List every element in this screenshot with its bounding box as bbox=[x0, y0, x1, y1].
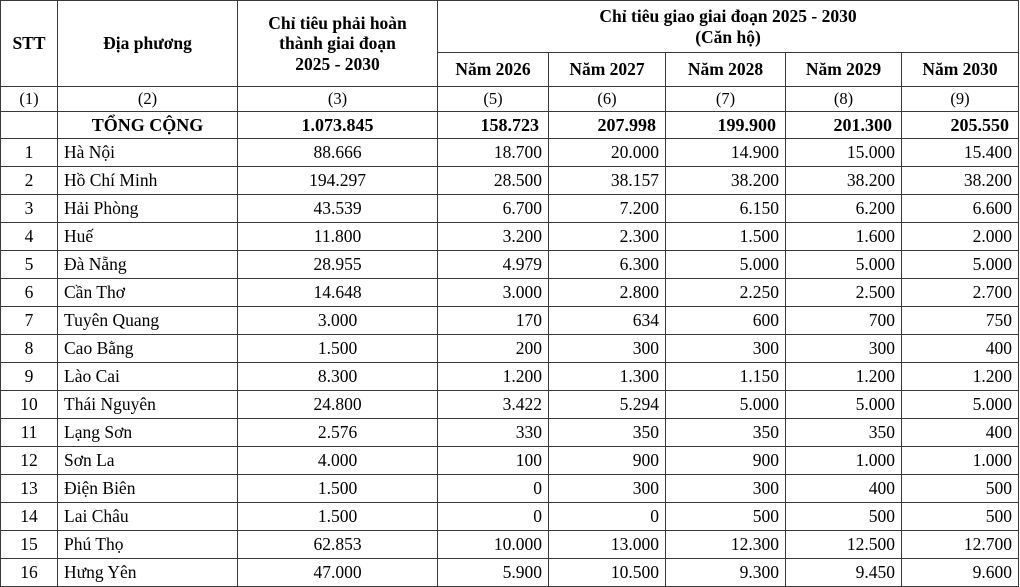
cell-y2030: 5.000 bbox=[902, 251, 1019, 279]
cell-y2027: 300 bbox=[549, 475, 666, 503]
group-header-line-2: (Căn hộ) bbox=[695, 26, 761, 47]
cell-y2026: 18.700 bbox=[438, 139, 549, 167]
table-header bbox=[1, 1, 1019, 87]
column-index-y2030: (9) bbox=[902, 87, 1019, 112]
cell-target: 194.297 bbox=[238, 167, 438, 195]
cell-stt: 1 bbox=[1, 139, 58, 167]
cell-target: 88.666 bbox=[238, 139, 438, 167]
cell-stt: 4 bbox=[1, 223, 58, 251]
table-row bbox=[1, 391, 1019, 419]
cell-y2030: 12.700 bbox=[902, 531, 1019, 559]
cell-y2027: 350 bbox=[549, 419, 666, 447]
cell-stt: 5 bbox=[1, 251, 58, 279]
cell-target: 8.300 bbox=[238, 363, 438, 391]
cell-place: Hải Phòng bbox=[58, 195, 238, 223]
cell-y2026: 330 bbox=[438, 419, 549, 447]
cell-stt: 3 bbox=[1, 195, 58, 223]
cell-y2029: 38.200 bbox=[786, 167, 902, 195]
cell-y2030: 500 bbox=[902, 475, 1019, 503]
column-header-year-2027: Năm 2027 bbox=[549, 53, 666, 87]
cell-y2027: 10.500 bbox=[549, 559, 666, 587]
column-index-row bbox=[1, 87, 1019, 112]
column-index-target: (3) bbox=[238, 87, 438, 112]
cell-y2027: 2.300 bbox=[549, 223, 666, 251]
cell-place: Lai Châu bbox=[58, 503, 238, 531]
cell-place: Huế bbox=[58, 223, 238, 251]
cell-y2026: 3.000 bbox=[438, 279, 549, 307]
cell-y2030: 2.700 bbox=[902, 279, 1019, 307]
column-index-stt: (1) bbox=[1, 87, 58, 112]
cell-y2027: 20.000 bbox=[549, 139, 666, 167]
table-row bbox=[1, 447, 1019, 475]
cell-target: 28.955 bbox=[238, 251, 438, 279]
cell-y2028: 500 bbox=[666, 503, 786, 531]
cell-y2030: 9.600 bbox=[902, 559, 1019, 587]
cell-y2027: 634 bbox=[549, 307, 666, 335]
cell-target: 1.500 bbox=[238, 503, 438, 531]
cell-y2027: 900 bbox=[549, 447, 666, 475]
cell-y2028: 350 bbox=[666, 419, 786, 447]
column-header-year-2026: Năm 2026 bbox=[438, 53, 549, 87]
table-row bbox=[1, 307, 1019, 335]
total-row bbox=[1, 112, 1019, 139]
table-row bbox=[1, 503, 1019, 531]
cell-y2029: 5.000 bbox=[786, 391, 902, 419]
cell-y2030: 500 bbox=[902, 503, 1019, 531]
cell-target: 14.648 bbox=[238, 279, 438, 307]
cell-y2030: 15.400 bbox=[902, 139, 1019, 167]
cell-y2029: 6.200 bbox=[786, 195, 902, 223]
cell-y2027: 6.300 bbox=[549, 251, 666, 279]
cell-y2028: 6.150 bbox=[666, 195, 786, 223]
cell-place: Thái Nguyên bbox=[58, 391, 238, 419]
column-header-year-2029: Năm 2029 bbox=[786, 53, 902, 87]
table-row bbox=[1, 167, 1019, 195]
cell-place: Cần Thơ bbox=[58, 279, 238, 307]
cell-y2029: 12.500 bbox=[786, 531, 902, 559]
cell-y2030: 1.200 bbox=[902, 363, 1019, 391]
cell-y2027: 5.294 bbox=[549, 391, 666, 419]
cell-target: 1.500 bbox=[238, 335, 438, 363]
cell-y2027: 2.800 bbox=[549, 279, 666, 307]
cell-y2026: 6.700 bbox=[438, 195, 549, 223]
cell-y2028: 14.900 bbox=[666, 139, 786, 167]
cell-target: 11.800 bbox=[238, 223, 438, 251]
cell-y2028: 900 bbox=[666, 447, 786, 475]
cell-target: 3.000 bbox=[238, 307, 438, 335]
cell-y2026: 1.200 bbox=[438, 363, 549, 391]
cell-y2029: 400 bbox=[786, 475, 902, 503]
cell-y2026: 200 bbox=[438, 335, 549, 363]
cell-y2027: 300 bbox=[549, 335, 666, 363]
cell-y2028: 5.000 bbox=[666, 251, 786, 279]
column-index-place: (2) bbox=[58, 87, 238, 112]
cell-y2026: 10.000 bbox=[438, 531, 549, 559]
table-row bbox=[1, 531, 1019, 559]
cell-y2030: 5.000 bbox=[902, 391, 1019, 419]
cell-place: Lạng Sơn bbox=[58, 419, 238, 447]
cell-y2026: 3.200 bbox=[438, 223, 549, 251]
cell-place: Hồ Chí Minh bbox=[58, 167, 238, 195]
cell-stt: 11 bbox=[1, 419, 58, 447]
cell-y2027: 13.000 bbox=[549, 531, 666, 559]
table-row bbox=[1, 419, 1019, 447]
total-row-y2027: 207.998 bbox=[549, 112, 666, 139]
cell-stt: 14 bbox=[1, 503, 58, 531]
table-row bbox=[1, 251, 1019, 279]
column-index-y2028: (7) bbox=[666, 87, 786, 112]
cell-y2030: 1.000 bbox=[902, 447, 1019, 475]
cell-stt: 13 bbox=[1, 475, 58, 503]
cell-y2029: 700 bbox=[786, 307, 902, 335]
cell-y2029: 1.200 bbox=[786, 363, 902, 391]
cell-y2030: 400 bbox=[902, 419, 1019, 447]
cell-target: 47.000 bbox=[238, 559, 438, 587]
cell-y2028: 38.200 bbox=[666, 167, 786, 195]
total-row-target: 1.073.845 bbox=[238, 112, 438, 139]
group-header-line-1: Chỉ tiêu giao giai đoạn 2025 - 2030 bbox=[599, 6, 857, 27]
cell-y2026: 5.900 bbox=[438, 559, 549, 587]
cell-y2028: 300 bbox=[666, 335, 786, 363]
cell-stt: 6 bbox=[1, 279, 58, 307]
target-header-line-3: 2025 - 2030 bbox=[295, 53, 380, 74]
cell-target: 24.800 bbox=[238, 391, 438, 419]
cell-stt: 7 bbox=[1, 307, 58, 335]
total-row-y2030: 205.550 bbox=[902, 112, 1019, 139]
cell-y2029: 300 bbox=[786, 335, 902, 363]
cell-y2026: 100 bbox=[438, 447, 549, 475]
total-row-y2029: 201.300 bbox=[786, 112, 902, 139]
cell-stt: 2 bbox=[1, 167, 58, 195]
cell-y2028: 5.000 bbox=[666, 391, 786, 419]
total-row-y2026: 158.723 bbox=[438, 112, 549, 139]
table-row bbox=[1, 363, 1019, 391]
cell-place: Lào Cai bbox=[58, 363, 238, 391]
cell-place: Tuyên Quang bbox=[58, 307, 238, 335]
table-row bbox=[1, 559, 1019, 587]
column-header-year-2030: Năm 2030 bbox=[902, 53, 1019, 87]
cell-place: Hưng Yên bbox=[58, 559, 238, 587]
cell-y2029: 1.000 bbox=[786, 447, 902, 475]
cell-y2027: 0 bbox=[549, 503, 666, 531]
cell-stt: 12 bbox=[1, 447, 58, 475]
column-index-y2029: (8) bbox=[786, 87, 902, 112]
cell-stt: 8 bbox=[1, 335, 58, 363]
column-header-place: Địa phương bbox=[58, 1, 238, 87]
table-row bbox=[1, 475, 1019, 503]
cell-y2028: 12.300 bbox=[666, 531, 786, 559]
target-header-line-1: Chỉ tiêu phải hoàn bbox=[268, 13, 407, 34]
header-row-titles bbox=[1, 1, 1019, 53]
column-index-y2026: (5) bbox=[438, 87, 549, 112]
table-row bbox=[1, 335, 1019, 363]
cell-place: Cao Bằng bbox=[58, 335, 238, 363]
cell-y2029: 2.500 bbox=[786, 279, 902, 307]
cell-y2029: 1.600 bbox=[786, 223, 902, 251]
total-row-stt bbox=[1, 112, 58, 139]
cell-target: 2.576 bbox=[238, 419, 438, 447]
cell-y2026: 0 bbox=[438, 503, 549, 531]
cell-y2029: 5.000 bbox=[786, 251, 902, 279]
cell-y2028: 2.250 bbox=[666, 279, 786, 307]
table-row bbox=[1, 279, 1019, 307]
target-header-line-2: thành giai đoạn bbox=[279, 33, 396, 54]
cell-y2028: 1.150 bbox=[666, 363, 786, 391]
cell-target: 4.000 bbox=[238, 447, 438, 475]
cell-y2030: 400 bbox=[902, 335, 1019, 363]
cell-y2028: 9.300 bbox=[666, 559, 786, 587]
cell-place: Đà Nẵng bbox=[58, 251, 238, 279]
cell-target: 43.539 bbox=[238, 195, 438, 223]
cell-y2026: 4.979 bbox=[438, 251, 549, 279]
cell-y2030: 2.000 bbox=[902, 223, 1019, 251]
cell-place: Hà Nội bbox=[58, 139, 238, 167]
table-row bbox=[1, 223, 1019, 251]
column-header-year-2028: Năm 2028 bbox=[666, 53, 786, 87]
cell-target: 1.500 bbox=[238, 475, 438, 503]
cell-y2026: 170 bbox=[438, 307, 549, 335]
column-header-target bbox=[238, 1, 438, 87]
cell-y2029: 9.450 bbox=[786, 559, 902, 587]
table-body bbox=[1, 87, 1019, 587]
column-header-stt: STT bbox=[1, 1, 58, 87]
cell-y2030: 6.600 bbox=[902, 195, 1019, 223]
cell-y2027: 38.157 bbox=[549, 167, 666, 195]
cell-target: 62.853 bbox=[238, 531, 438, 559]
table-row bbox=[1, 195, 1019, 223]
cell-y2029: 350 bbox=[786, 419, 902, 447]
cell-place: Phú Thọ bbox=[58, 531, 238, 559]
cell-place: Điện Biên bbox=[58, 475, 238, 503]
cell-y2029: 500 bbox=[786, 503, 902, 531]
cell-y2028: 1.500 bbox=[666, 223, 786, 251]
cell-y2030: 750 bbox=[902, 307, 1019, 335]
cell-y2029: 15.000 bbox=[786, 139, 902, 167]
cell-stt: 10 bbox=[1, 391, 58, 419]
cell-y2030: 38.200 bbox=[902, 167, 1019, 195]
cell-place: Sơn La bbox=[58, 447, 238, 475]
table-row bbox=[1, 139, 1019, 167]
cell-y2028: 600 bbox=[666, 307, 786, 335]
column-header-group-assigned bbox=[438, 1, 1019, 53]
total-row-y2028: 199.900 bbox=[666, 112, 786, 139]
cell-stt: 9 bbox=[1, 363, 58, 391]
cell-y2026: 3.422 bbox=[438, 391, 549, 419]
cell-stt: 16 bbox=[1, 559, 58, 587]
cell-stt: 15 bbox=[1, 531, 58, 559]
cell-y2028: 300 bbox=[666, 475, 786, 503]
cell-y2027: 1.300 bbox=[549, 363, 666, 391]
cell-y2026: 0 bbox=[438, 475, 549, 503]
cell-y2026: 28.500 bbox=[438, 167, 549, 195]
total-row-label: TỔNG CỘNG bbox=[58, 112, 238, 139]
cell-y2027: 7.200 bbox=[549, 195, 666, 223]
column-index-y2027: (6) bbox=[549, 87, 666, 112]
